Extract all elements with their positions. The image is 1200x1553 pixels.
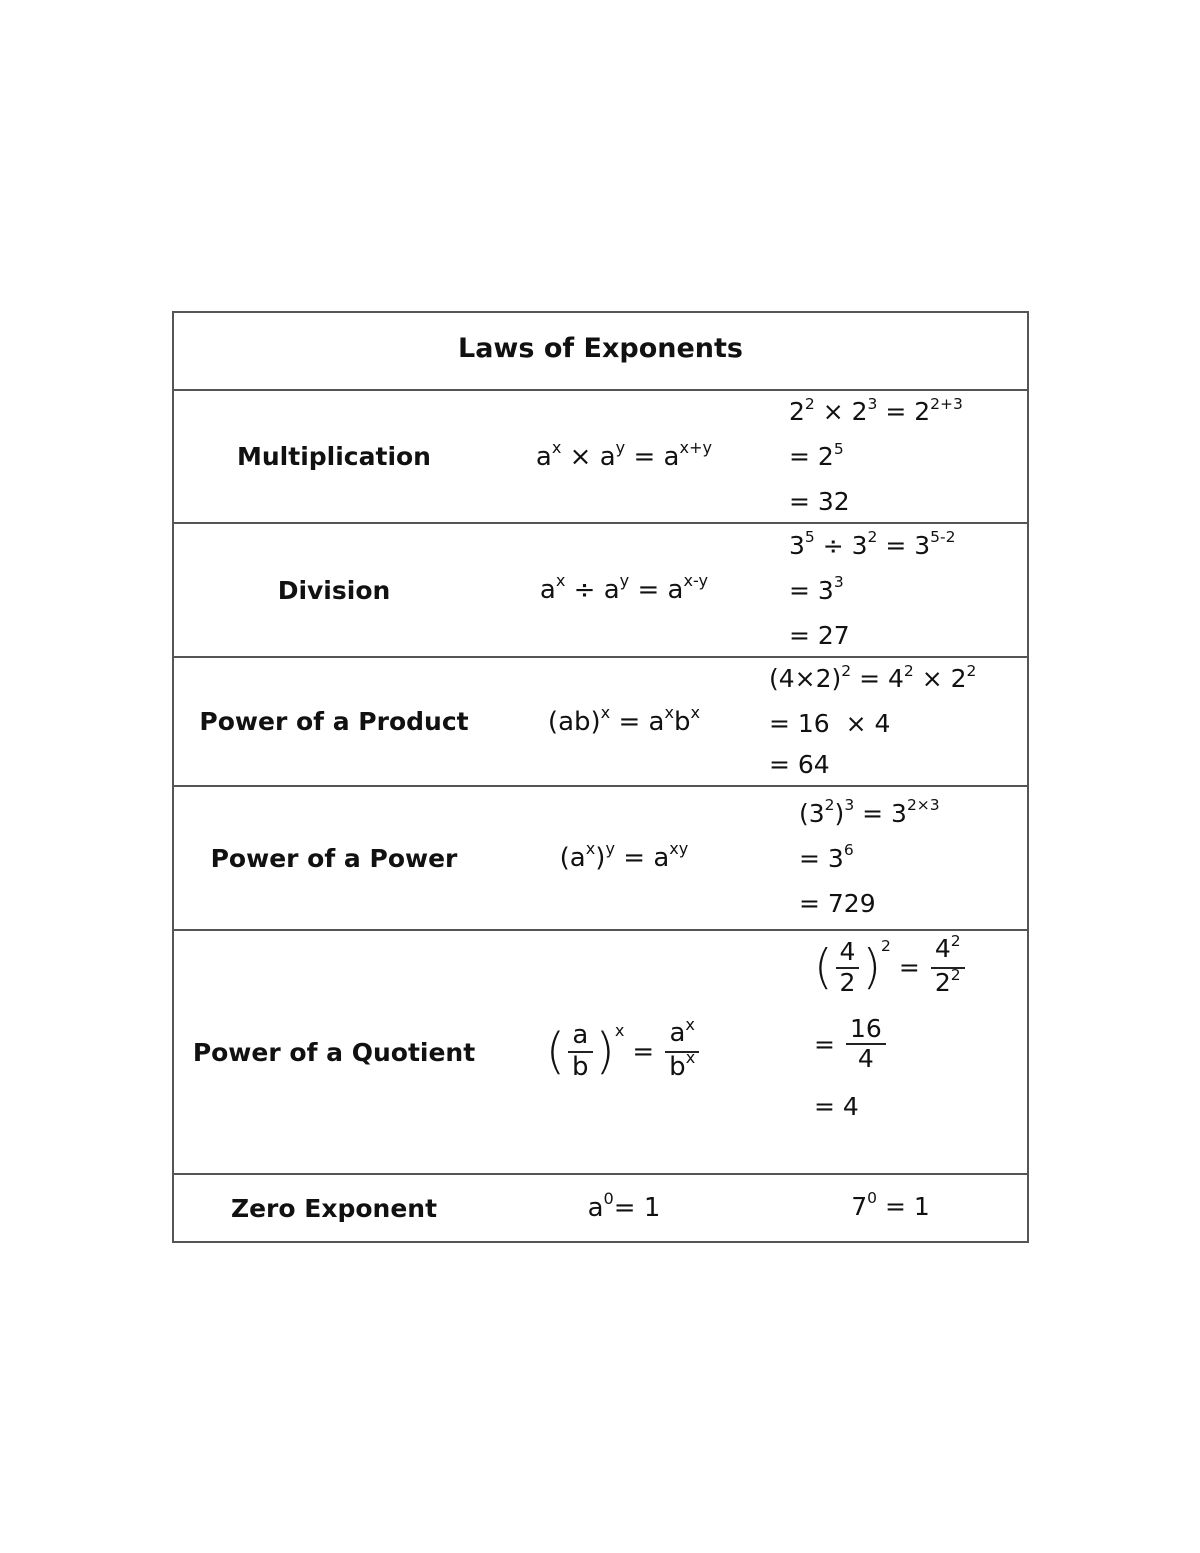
- law-name: Power of a Power: [210, 843, 458, 873]
- example-line: = $2^5$: [789, 439, 844, 471]
- law-example: [754, 658, 1027, 785]
- table-title-row: [174, 313, 1027, 389]
- example-line: = 64: [769, 750, 830, 779]
- fraction: $\frac{a^x}{b^x}$: [665, 1019, 699, 1085]
- law-formula: $(a^x)^y = a^{xy}$: [559, 839, 689, 873]
- law-formula: $(ab)^x = a^xb^x$: [547, 702, 701, 737]
- fraction: $\frac{16}{4}$: [846, 1015, 886, 1075]
- example-line: $(4\times 2)^2 = 4^2 \times 2^2$: [769, 661, 977, 693]
- table-title: Laws of Exponents: [457, 333, 743, 364]
- example-line: ( $\frac{4}{2}$ ) 2 = $\frac{4^2}{2^2}$: [814, 935, 968, 1001]
- example-line: = $3^3$: [789, 573, 844, 605]
- example-line: = 27: [789, 620, 850, 650]
- law-example: [754, 391, 1027, 522]
- fraction: $\frac{a}{b}$: [568, 1021, 593, 1083]
- table-row: [174, 389, 1027, 522]
- example-line: = 4: [814, 1092, 859, 1121]
- law-example: [754, 931, 1027, 1173]
- law-formula: $a^x \div a^y = a^{x-y}$: [539, 571, 709, 605]
- table-row: [174, 522, 1027, 656]
- table-row: [174, 1173, 1027, 1241]
- example-line: $(3^2)^3 = 3^{2\times 3}$: [799, 796, 940, 828]
- law-name: Zero Exponent: [230, 1193, 438, 1223]
- table-row: [174, 929, 1027, 1173]
- law-formula: ( $\frac{a}{b}$ ) x = $\frac{a^x}{b^x}$: [494, 931, 754, 1173]
- law-name: Power of a Product: [199, 707, 469, 736]
- law-example: [754, 1175, 1027, 1241]
- example-line: = 729: [799, 888, 876, 918]
- example-line: = $\frac{16}{4}$: [814, 1015, 889, 1075]
- law-name: Multiplication: [237, 442, 431, 471]
- laws-of-exponents-table: [172, 311, 1029, 1243]
- law-name: Division: [277, 575, 391, 605]
- table-row: [174, 656, 1027, 785]
- law-example: [754, 787, 1027, 929]
- example-line: = 16 × 4: [769, 709, 891, 738]
- example-line: $3^5 \div 3^2 = 3^{5-2}$: [789, 528, 956, 560]
- example-line: $7^0 = 1$: [851, 1189, 930, 1221]
- fraction: $\frac{4}{2}$: [836, 938, 860, 998]
- example-line: $2^2 \times 2^3 = 2^{2+3}$: [789, 394, 963, 426]
- table-row: [174, 785, 1027, 929]
- law-formula: $a^x \times a^y = a^{x+y}$: [535, 437, 713, 472]
- law-name: Power of a Quotient: [192, 1037, 476, 1067]
- law-example: [754, 524, 1027, 656]
- fraction: $\frac{4^2}{2^2}$: [931, 935, 965, 1001]
- example-line: = 32: [789, 487, 850, 516]
- example-line: = $3^6$: [799, 841, 854, 873]
- law-formula: $a^0= 1$: [587, 1189, 661, 1223]
